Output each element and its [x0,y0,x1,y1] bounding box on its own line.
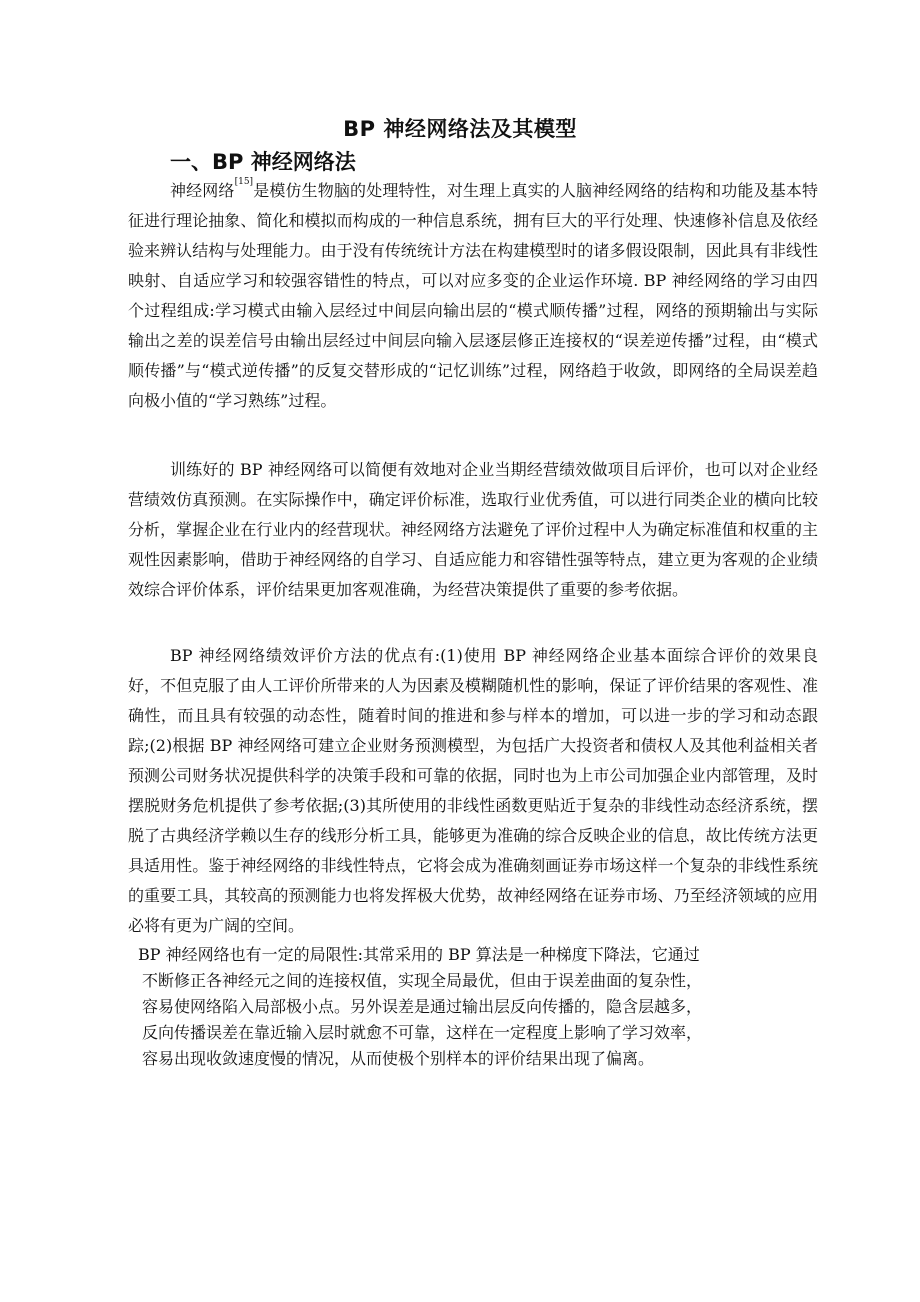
limitation-line: 容易出现收敛速度慢的情况，从而使极个别样本的评价结果出现了偏离。 [142,1049,655,1068]
limitation-line: 反向传播误差在靠近输入层时就愈不可靠，这样在一定程度上影响了学习效率， [142,1023,703,1042]
paragraph-intro-lead: 神经网络 [170,181,235,200]
paragraph-limitations [138,942,818,1072]
paragraph-intro [128,176,818,416]
paragraph-training: 训练好的 BP 神经网络可以简便有效地对企业当期经营绩效做项目后评价，也可以对企业经营绩效仿真预测。在实际操作中，确定评价标准，选取行业优秀值，可以进行同类企业的横向比较分析，掌握企业在行业内的经营现状。神经网络方法避免了评价过程中人为确定标准值和权重的主观性因素影响，借助于神经网络的自学习、自适应能力和容错性强等特点，建立更为客观的企业绩效综合评价体系，评价结果更加客观准确，为经营决策提供了重要的参考依据。 [128,460,818,599]
limitation-line: BP 神经网络也有一定的局限性:其常采用的 BP 算法是一种梯度下降法，它通过 [138,945,700,964]
limitation-line: 不断修正各神经元之间的连接权值，实现全局最优，但由于误差曲面的复杂性， [142,971,703,990]
limitation-line: 容易使网络陷入局部极小点。另外误差是通过输出层反向传播的，隐含层越多， [142,997,703,1016]
paragraph-intro-body: 是模仿生物脑的处理特性，对生理上真实的人脑神经网络的结构和功能及基本特征进行理论抽象、简化和模拟而构成的一种信息系统，拥有巨大的平行处理、快速修补信息及依经验来辨认结构与处理能力。由于没有传统统计方法在构建模型时的诸多假设限制，因此具有非线性映射、自适应学习和较强容错性的特点，可以对应多变的企业运作环境. BP 神经网络的学习由四个过程组成:学习模式由输入层经过中间层向输出层的“模式顺传播”过程，网络的预期输出与实际输出之差的误差信号由输出层经过中间层向输入层逐层修正连接权的“误差逆传播”过程，由“模式顺传播”与“模式逆传播”的反复交替形成的“记忆训练”过程，网络趋于收敛，即网络的全局误差趋向极小值的“学习熟练”过程。 [128,181,818,410]
paragraph-advantages: BP 神经网络绩效评价方法的优点有:(1)使用 BP 神经网络企业基本面综合评价的效果良好，不但克服了由人工评价所带来的人为因素及模糊随机性的影响，保证了评价结果的客观性、准确性，而且具有较强的动态性，随着时间的推进和参与样本的增加，可以进一步的学习和动态跟踪;(2)根据 BP 神经网络可建立企业财务预测模型，为包括广大投资者和债权人及其他利益相关者预测公司财务状况提供科学的决策手段和可靠的依据，同时也为上市公司加强企业内部管理，及时摆脱财务危机提供了参考依据;(3)其所使用的非线性函数更贴近于复杂的非线性动态经济系统，摆脱了古典经济学赖以生存的线形分析工具，能够更为准确的综合反映企业的信息，故比传统方法更具适用性。鉴于神经网络的非线性特点，它将会成为准确刻画证券市场这样一个复杂的非线性系统的重要工具，其较高的预测能力也将发挥极大优势，故神经网络在证券市场、乃至经济领域的应用必将有更为广阔的空间。 [128,646,818,935]
section-heading: 一、BP 神经网络法 [170,150,356,174]
citation-reference: [15] [234,177,254,187]
document-title: BP 神经网络法及其模型 [343,117,577,141]
